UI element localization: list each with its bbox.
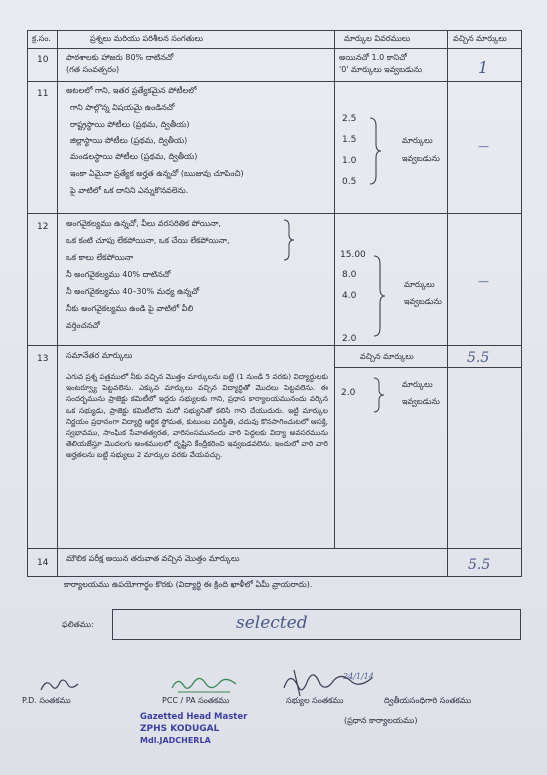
row11-item-line2: గాని పాల్గొన్న విషయమై ఉండినచో [70, 103, 175, 112]
pd-signature-label: P.D. సంతకము [22, 696, 71, 705]
row10-marks-line2: '0' మార్కులు ఇవ్వబడును [339, 65, 423, 74]
row12-item-line7: వర్తించనచో [66, 321, 100, 330]
row12-sno: 12 [37, 222, 49, 232]
row11-item-line5: మండలస్థాయి పోటీలు (ప్రథమ, ద్వితీయ) [70, 152, 198, 161]
row13-paragraph: ఎగువ ప్రశ్న పత్రములో నీకు వచ్చిన మొత్తం మార్కులను బట్టి (1 నుండి 5 వరకు) విద్యార్థులకు ఇంటర్వ్యూ పెట్టవలెను. ఎక్కువ మార్కులు వచ్చిన విద్యార్థితో మొదలు పెట్టవలెను. ఈ సందర్భమును ప్రాజెక్టు కమిటీలో ఇద్దరు సభ్యులకు గాని, ప్రధాన కార్యాలయమునందు వర్కిన ఒక సభ్యుడు, ప్రాజెక్టు కమిటీలోని మరో సభ్యునితో కలిసి గాని చేయుదురు. ఇట్టి మార్కుల నిర్ణయం ప్రధానంగా విద్యార్థి ఆర్థిక స్థోమత, కుటుంబ పరిస్థితి, చదువు కొనసాగించుటలో ఆసక్తి, స్వభావము, సాంఘిక సేవాతత్వరత, వారిసంసమునందు వారి పెద్దలకు విద్యా అవసరమును తెలియజేస్తూ మొదలగు అంశములలో దృష్టిని కేంద్రీకరించి ఇవ్వబడవలెను. ఇందులో వారి వారి అర్హతలను బట్టి సభ్యులు 2 మార్కుల వరకు వేయవచ్చు. [66, 372, 328, 460]
row11-curly-brace [368, 116, 382, 186]
result-value: selected [236, 613, 308, 633]
col-item-divider [334, 30, 335, 549]
row11-marks-value-1: 2.5 [342, 114, 357, 124]
member-signature-label: సభ్యుల సంతకము [286, 696, 344, 705]
stamp-line-2: ZPHS KODUGAL [140, 724, 220, 734]
table-right-border [521, 30, 522, 577]
pcc-signature-scrawl [168, 672, 240, 696]
row12-curly-brace [372, 254, 386, 338]
row12-item-line3: ఒక కాలు లేకపోయినా [66, 253, 134, 262]
row10-item-line1: పాఠశాలకు హాజరు 80% దాటినచో [66, 53, 174, 62]
row14-sno: 14 [37, 558, 49, 568]
row11-marks-value-4: 0.5 [342, 177, 357, 187]
row12-marks-value-3: 4.0 [342, 291, 357, 301]
row10-marks-line1: అయినచో 1.0 కానిచో [339, 53, 407, 62]
row12-left-curly-brace [283, 219, 295, 261]
row13-marks-note-2: ఇవ్వబడును [402, 397, 440, 406]
header-sno: క్ర.సం. [32, 34, 51, 43]
row11-item-line7: పై వాటిలో ఒక దానిని ఎన్నుకొనవలెను. [70, 186, 189, 195]
result-box [112, 609, 521, 640]
row11-item-line1: అటలలో గాని, ఇతర ప్రత్యేకమైన పోటీలలో [66, 86, 197, 95]
table-left-border [27, 30, 28, 577]
row13-marks-value-1: 2.0 [341, 388, 356, 398]
head-office-sub-label: (ప్రధాన కార్యాలయము) [344, 716, 418, 725]
row12-marks-note-2: ఇవ్వబడును [404, 297, 442, 306]
stamp-line-3: Mdl.JADCHERLA [140, 736, 211, 745]
row11-item-line4: జిల్లాస్థాయి పోటీలు (ప్రథమ, ద్వితీయ) [70, 136, 188, 145]
header-marks-detail: మార్కుల వివరములు [344, 34, 411, 43]
row12-obtained: — [478, 275, 489, 288]
row12-marks-value-4: 2.0 [342, 334, 357, 344]
header-item: ప్రశ్నలు మరియు పరిశీలన సంగతులు [90, 34, 203, 43]
row13-heading: సమానేతర మార్కులు [66, 351, 133, 360]
pd-signature-scrawl [38, 676, 82, 696]
row13-marks-note-1: మార్కులు [402, 380, 433, 389]
row11-sno: 11 [37, 89, 49, 99]
member-signature-date: 24/1/14 [343, 672, 374, 681]
row12-item-line4: నీ అంగవైకల్యము 40% దాటినచో [66, 270, 171, 279]
row12-marks-note-1: మార్కులు [404, 280, 435, 289]
row11-marks-value-2: 1.5 [342, 135, 357, 145]
row14-item: మౌలిక పరీక్ష అయిన తరువాత వచ్చిన మొత్తం మార్కులు [66, 554, 240, 563]
member-signature-scrawl [280, 662, 376, 700]
row12-item-line6: నీకు అంగవైకల్యము ఉండి పై వాటిలో వీలి [66, 304, 194, 313]
row12-item-line2: ఒక కంటి చూపు లేకపోయినా, ఒక చేయి లేకపోయినా, [66, 236, 230, 245]
row11-item-line6: ఇంకా ఏమైనా ప్రత్యేక అర్హత ఉన్నచో (ఋజువు చూపించి) [70, 169, 244, 178]
stamp-line-1: Gazetted Head Master [140, 712, 248, 722]
row12-marks-value-2: 8.0 [342, 270, 357, 280]
row13-curly-brace [373, 377, 385, 413]
col-marks-divider [447, 30, 448, 577]
row11-marks-note-1: మార్కులు [402, 136, 433, 145]
head-office-signature-label: ద్వితీయసంధిగారి సంతకము [384, 696, 472, 705]
row10-item-line2: (గత సంవత్సరం) [66, 65, 120, 74]
pcc-signature-label: PCC / PA సంతకము [162, 696, 230, 705]
row13-marks-subheader: వచ్చిన మార్కులు [360, 352, 414, 361]
row12-marks-value-1: 15.00 [340, 250, 366, 260]
col-sno-divider [57, 30, 58, 577]
row13-subheader-border [334, 367, 521, 368]
row11-item-line3: రాష్ట్రస్థాయి పోటీలు (ప్రథమ, ద్వితీయ) [70, 120, 190, 129]
row13-obtained: 5.5 [467, 350, 490, 366]
row10-obtained: 1 [478, 58, 489, 77]
header-marks-obtained: వచ్చిన మార్కులు [453, 34, 507, 43]
row10-sno: 10 [37, 55, 49, 65]
row11-marks-note-2: ఇవ్వబడును [402, 154, 440, 163]
row12-item-line1: అంగవైకల్యము ఉన్నచో, వీలు వరసరితిక పోయినా, [66, 219, 221, 228]
row11-marks-value-3: 1.0 [342, 156, 357, 166]
result-label: ఫలితము: [62, 620, 94, 629]
office-use-note: కార్యాలయము ఉపయోగార్థం కొరకు (విద్యార్థి ఈ క్రింది ఖాళీలో ఏమీ వ్రాయరాదు). [64, 580, 313, 589]
row13-sno: 13 [37, 354, 49, 364]
row11-obtained: — [478, 140, 489, 153]
row14-obtained: 5.5 [468, 557, 491, 573]
row12-item-line5: నీ అంగవైకల్యము 40–30% మధ్య ఉన్నచో [66, 287, 200, 296]
